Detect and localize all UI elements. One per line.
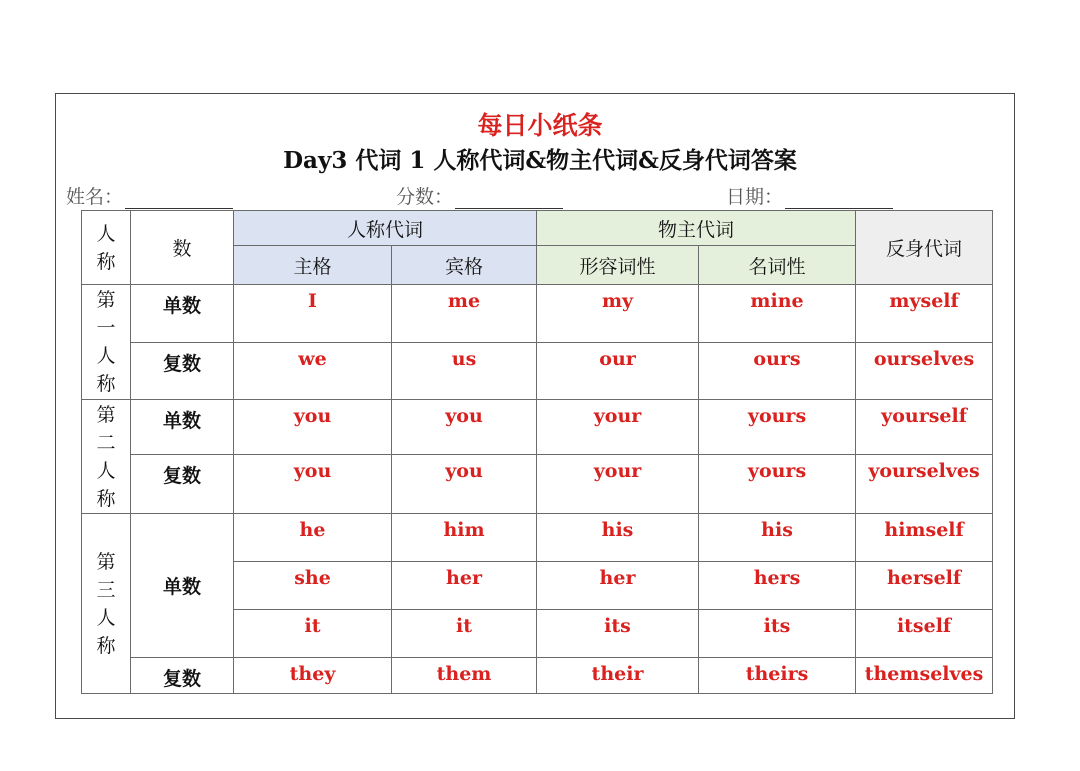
plural-label: 复数 <box>131 343 234 400</box>
answer-cell: itself <box>856 610 993 658</box>
reflexive-pronoun-header: 反身代词 <box>856 211 993 285</box>
score-field <box>396 182 563 209</box>
plural-label: 复数 <box>131 658 234 694</box>
answer-cell: himself <box>856 514 993 562</box>
answer-cell: it <box>392 610 537 658</box>
second-person-label: 第 二 人 称 <box>82 400 131 514</box>
noun-possessive-header: 名词性 <box>699 246 856 285</box>
date-label: 日期： <box>726 186 784 208</box>
table-row <box>82 658 993 694</box>
answer-cell: its <box>699 610 856 658</box>
answer-cell: us <box>392 343 537 400</box>
answer-cell: their <box>537 658 699 694</box>
answer-cell: ours <box>699 343 856 400</box>
answer-cell: yours <box>699 400 856 455</box>
answer-cell: herself <box>856 562 993 610</box>
singular-label: 单数 <box>131 285 234 343</box>
table-row <box>82 514 993 562</box>
answer-cell: he <box>234 514 392 562</box>
answer-cell: our <box>537 343 699 400</box>
plural-label: 复数 <box>131 455 234 514</box>
answer-cell: she <box>234 562 392 610</box>
nominative-header: 主格 <box>234 246 392 285</box>
name-field <box>66 182 233 209</box>
answer-cell: you <box>234 400 392 455</box>
page-title: 每日小纸条 <box>477 111 603 140</box>
page-subtitle: Day3 代词 1 人称代词&物主代词&反身代词答案 <box>283 147 797 174</box>
answer-cell: its <box>537 610 699 658</box>
answer-cell: yourself <box>856 400 993 455</box>
name-label: 姓名： <box>66 186 124 208</box>
answer-cell: you <box>234 455 392 514</box>
answer-cell: his <box>537 514 699 562</box>
table-row <box>82 343 993 400</box>
name-blank[interactable] <box>125 186 233 209</box>
answer-cell: mine <box>699 285 856 343</box>
answer-cell: hers <box>699 562 856 610</box>
third-person-label: 第 三 人 称 <box>82 514 131 694</box>
pronoun-table <box>81 210 993 694</box>
table-row <box>82 285 993 343</box>
objective-header: 宾格 <box>392 246 537 285</box>
score-label: 分数： <box>396 186 454 208</box>
answer-cell: we <box>234 343 392 400</box>
answer-cell: yours <box>699 455 856 514</box>
adjective-possessive-header: 形容词性 <box>537 246 699 285</box>
singular-label: 单数 <box>131 514 234 658</box>
table-row <box>82 400 993 455</box>
answer-cell: her <box>392 562 537 610</box>
answer-cell: myself <box>856 285 993 343</box>
answer-cell: themselves <box>856 658 993 694</box>
answer-cell: yourselves <box>856 455 993 514</box>
answer-cell: I <box>234 285 392 343</box>
answer-cell: ourselves <box>856 343 993 400</box>
answer-cell: him <box>392 514 537 562</box>
possessive-pronoun-header: 物主代词 <box>537 211 856 246</box>
score-blank[interactable] <box>455 186 563 209</box>
answer-cell: you <box>392 400 537 455</box>
corner-number-header: 数 <box>131 211 234 285</box>
answer-cell: your <box>537 400 699 455</box>
corner-person-header: 人 称 <box>82 211 131 285</box>
answer-cell: his <box>699 514 856 562</box>
table-row <box>82 455 993 514</box>
answer-cell: it <box>234 610 392 658</box>
answer-cell: they <box>234 658 392 694</box>
answer-cell: theirs <box>699 658 856 694</box>
answer-cell: her <box>537 562 699 610</box>
answer-cell: me <box>392 285 537 343</box>
answer-cell: your <box>537 455 699 514</box>
singular-label: 单数 <box>131 400 234 455</box>
answer-cell: them <box>392 658 537 694</box>
first-person-label: 第 一 人 称 <box>82 285 131 400</box>
date-field <box>726 182 893 209</box>
date-blank[interactable] <box>785 186 893 209</box>
answer-cell: my <box>537 285 699 343</box>
answer-cell: you <box>392 455 537 514</box>
personal-pronoun-header: 人称代词 <box>234 211 537 246</box>
